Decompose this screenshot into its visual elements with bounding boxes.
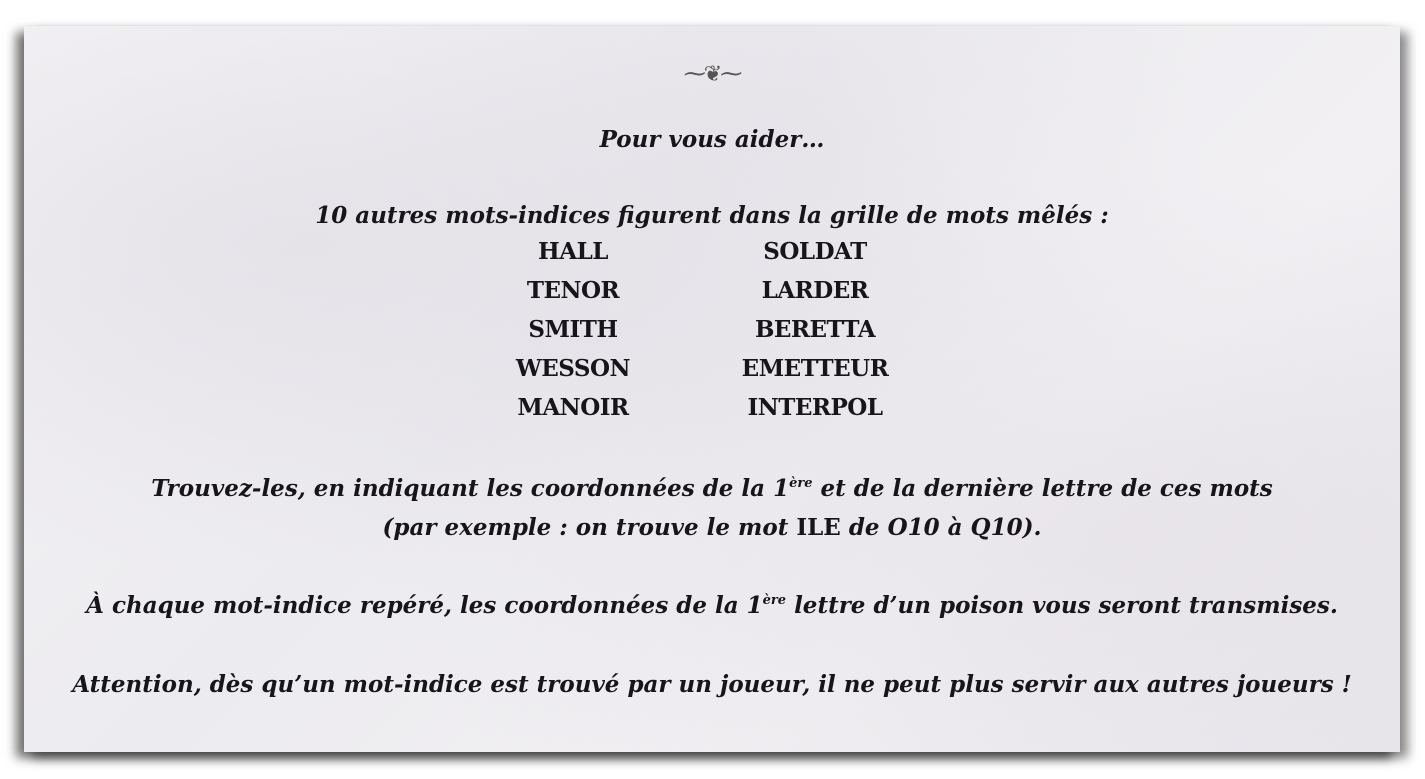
clue-word: MANOIR xyxy=(517,394,629,421)
clue-word: TENOR xyxy=(526,277,620,304)
clue-word: BERETTA xyxy=(754,316,876,343)
clue-word: INTERPOL xyxy=(747,394,883,421)
instruction-text: et de la dernière lettre de ces mots xyxy=(812,475,1273,502)
ordinal-suffix: ère xyxy=(789,476,813,491)
instruction-line-2 xyxy=(24,514,1400,541)
clue-word: SMITH xyxy=(528,316,618,343)
clue-word: WESSON xyxy=(515,355,631,382)
paper-sheet xyxy=(24,26,1400,752)
heading: Pour vous aider… xyxy=(599,126,825,153)
instruction-line-1 xyxy=(24,475,1400,502)
reward-text: lettre d’un poison vous seront transmises. xyxy=(786,592,1338,619)
reward-line xyxy=(24,592,1400,619)
clue-word: EMETTEUR xyxy=(741,355,889,382)
clue-word: HALL xyxy=(538,238,608,265)
warning-line: Attention, dès qu’un mot-indice est trouvé par un joueur, il ne peut plus servir aux autres joueurs ! xyxy=(72,671,1352,698)
clue-word: SOLDAT xyxy=(763,238,867,265)
clue-word-list xyxy=(24,238,1400,433)
word-row xyxy=(24,394,1400,433)
example-word: ILE xyxy=(796,514,841,541)
flourish-ornament-icon: ⁓❦⁓ xyxy=(683,62,741,87)
word-row xyxy=(24,238,1400,277)
word-row xyxy=(24,277,1400,316)
example-text: (par exemple : on trouve le mot xyxy=(382,514,797,541)
intro-text: 10 autres mots-indices figurent dans la grille de mots mêlés : xyxy=(315,202,1109,229)
clue-word: LARDER xyxy=(761,277,869,304)
example-text: de O10 à Q10). xyxy=(840,514,1042,541)
word-row xyxy=(24,316,1400,355)
reward-text: À chaque mot-indice repéré, les coordonnées de la 1 xyxy=(86,592,763,619)
instruction-text: Trouvez-les, en indiquant les coordonnées de la 1 xyxy=(151,475,790,502)
word-row xyxy=(24,355,1400,394)
ordinal-suffix: ère xyxy=(762,593,787,608)
clue-document xyxy=(24,26,1400,752)
